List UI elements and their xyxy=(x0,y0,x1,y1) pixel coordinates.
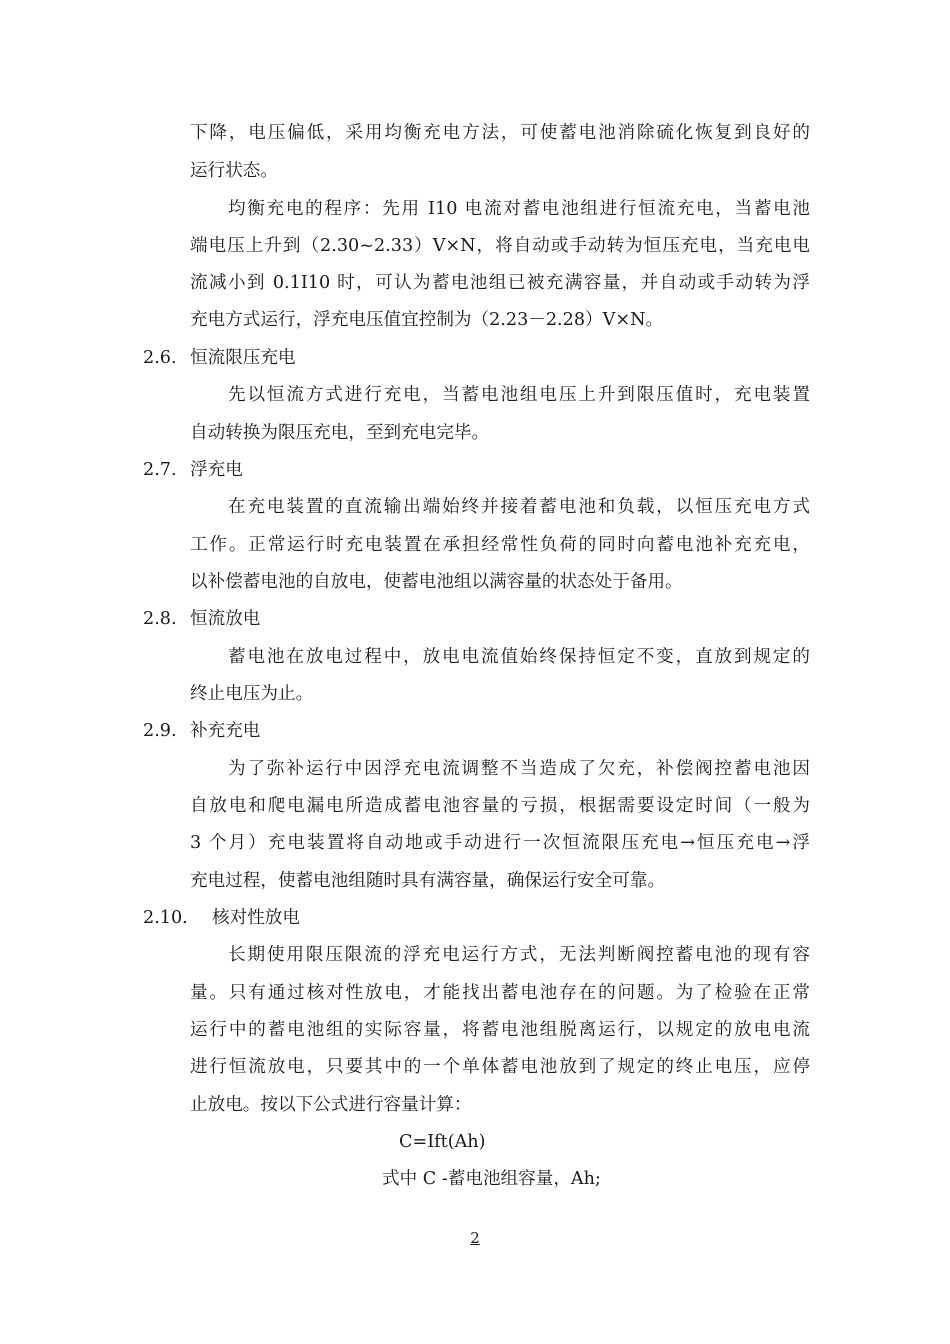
paragraph-line: 3 个月）充电装置将自动地或手动进行一次恒流限压充电→恒压充电→浮 xyxy=(190,833,810,853)
paragraph-line: 运行状态。 xyxy=(190,161,278,181)
section-title: 浮充电 xyxy=(190,460,243,480)
paragraph-line: 为了弥补运行中因浮充电流调整不当造成了欠充，补偿阀控蓄电池因 xyxy=(228,759,810,779)
page-number: 2 xyxy=(470,1229,480,1247)
paragraph-line: 在充电装置的直流输出端始终并接着蓄电池和负载，以恒压充电方式 xyxy=(228,497,810,517)
paragraph-line: 自放电和爬电漏电所造成蓄电池容量的亏损，根据需要设定时间（一般为 xyxy=(190,796,810,816)
paragraph-line: 端电压上升到（2.30~2.33）V×N，将自动或手动转为恒压充电，当充电电 xyxy=(190,236,810,256)
section-number: 2.10. xyxy=(143,908,188,928)
paragraph-line: 以补偿蓄电池的自放电，使蓄电池组以满容量的状态处于备用。 xyxy=(190,572,683,592)
paragraph-line: 运行中的蓄电池组的实际容量，将蓄电池组脱离运行，以规定的放电电流 xyxy=(190,1020,810,1040)
paragraph-line: 终止电压为止。 xyxy=(190,684,314,704)
paragraph-line: 下降，电压偏低，采用均衡充电方法，可使蓄电池消除硫化恢复到良好的 xyxy=(190,123,810,143)
section-title: 核对性放电 xyxy=(212,908,300,928)
paragraph-line: 均衡充电的程序：先用 I10 电流对蓄电池组进行恒流充电，当蓄电池 xyxy=(228,199,810,219)
section-heading-2-9 xyxy=(143,718,260,744)
paragraph-line: 充电过程，使蓄电池组随时具有满容量，确保运行安全可靠。 xyxy=(190,871,666,891)
paragraph-line: 蓄电池在放电过程中，放电电流值始终保持恒定不变，直放到规定的 xyxy=(228,647,810,667)
section-title: 恒流限压充电 xyxy=(190,348,296,368)
paragraph-line: 进行恒流放电，只要其中的一个单体蓄电池放到了规定的终止电压，应停 xyxy=(190,1057,810,1077)
section-number: 2.8. xyxy=(143,609,177,629)
section-title: 恒流放电 xyxy=(190,609,261,629)
formula-note: 式中 C -蓄电池组容量，Ah; xyxy=(382,1169,601,1189)
section-number: 2.7. xyxy=(143,460,177,480)
paragraph-line: 止放电。按以下公式进行容量计算： xyxy=(190,1095,472,1115)
section-number: 2.6. xyxy=(143,348,177,368)
paragraph-line: 充电方式运行，浮充电压值宜控制为（2.23－2.28）V×N。 xyxy=(190,310,664,330)
paragraph-line: 工作。正常运行时充电装置在承担经常性负荷的同时向蓄电池补充充电， xyxy=(190,535,810,555)
section-title: 补充充电 xyxy=(190,721,261,741)
capacity-formula: C=Ift(Ah) xyxy=(399,1132,486,1152)
section-heading-2-7 xyxy=(143,457,243,483)
section-heading-2-6 xyxy=(143,345,296,371)
paragraph-line: 先以恒流方式进行充电，当蓄电池组电压上升到限压值时，充电装置 xyxy=(228,385,810,405)
paragraph-line: 流减小到 0.1I10 时，可认为蓄电池组已被充满容量，并自动或手动转为浮 xyxy=(190,273,810,293)
paragraph-line: 自动转换为限压充电，至到充电完毕。 xyxy=(190,423,490,443)
section-heading-2-10 xyxy=(143,905,300,931)
paragraph-line: 量。只有通过核对性放电，才能找出蓄电池存在的问题。为了检验在正常 xyxy=(190,983,810,1003)
section-heading-2-8 xyxy=(143,606,260,632)
section-number: 2.9. xyxy=(143,721,177,741)
paragraph-line: 长期使用限压限流的浮充电运行方式，无法判断阀控蓄电池的现有容 xyxy=(228,945,810,965)
